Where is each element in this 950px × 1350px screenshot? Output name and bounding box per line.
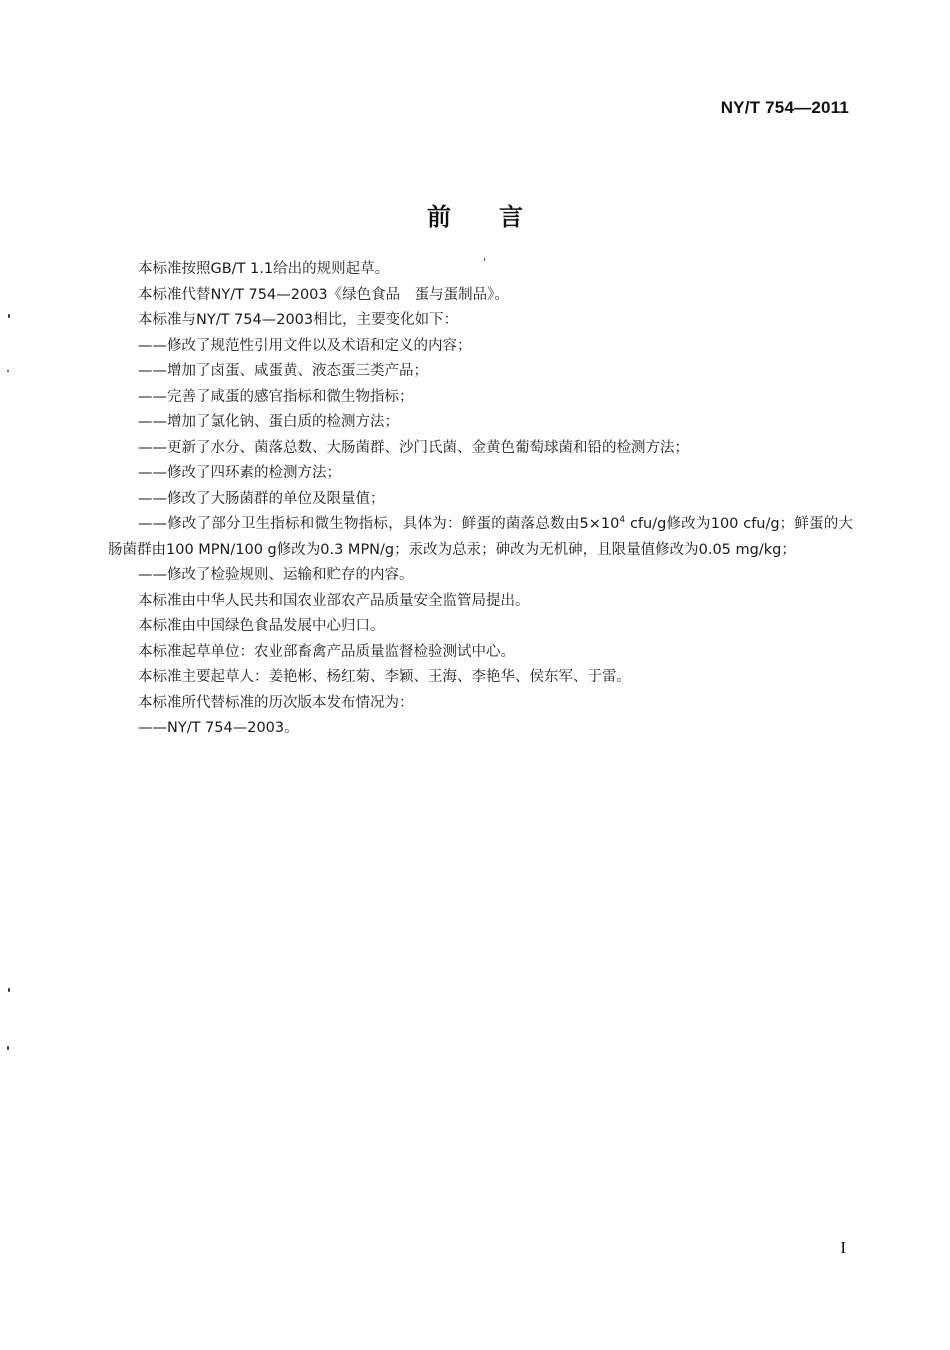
preface-paragraph: 本标准按照GB/T 1.1给出的规则起草。 [138,261,390,277]
preface-paragraph: 本标准主要起草人：姜艳彬、杨红菊、李颖、王海、李艳华、侯东军、于雷。 [138,669,631,685]
preface-paragraph: 本标准起草单位：农业部畜禽产品质量监督检验测试中心。 [138,643,515,660]
scan-speck [7,1046,9,1050]
preface-paragraph: 本标准代替NY/T 754—2003《绿色食品 蛋与蛋制品》。 [138,286,509,303]
change-item: ——修改了规范性引用文件以及术语和定义的内容； [138,337,472,354]
change-item: ——完善了咸蛋的感官指标和微生物指标； [138,388,414,405]
standard-code: NY/T 754—2011 [720,98,849,117]
preface-body [108,257,853,742]
change-item: ——更新了水分、菌落总数、大肠菌群、沙门氏菌、金黄色葡萄球菌和铅的检测方法； [138,439,689,456]
page-title [0,197,950,232]
change-item: ——增加了氯化钠、蛋白质的检测方法； [138,414,399,430]
preface-paragraph: ——NY/T 754—2003。 [138,720,299,736]
preface-paragraph: 本标准与NY/T 754—2003相比，主要变化如下： [138,312,459,328]
change-item: ——修改了检验规则、运输和贮存的内容。 [138,567,414,583]
exponent: 4 [619,515,626,525]
change-item-text: ——修改了部分卫生指标和微生物指标，具体为：鲜蛋的菌落总数由5×10 [138,516,620,532]
scan-speck [8,314,10,318]
change-item-hygiene-indicators [108,512,853,563]
change-item: ——修改了大肠菌群的单位及限量值； [138,490,385,507]
page-title-char-1: 前 [427,203,451,231]
scan-speck [8,988,10,992]
preface-paragraph: 本标准由中华人民共和国农业部农产品质量安全监管局提出。 [138,592,530,609]
scan-speck [484,258,485,261]
change-item: ——增加了卤蛋、咸蛋黄、液态蛋三类产品； [138,363,428,379]
page-title-char-2: 言 [499,203,523,231]
change-item-text: cfu/g修改为100 cfu/g；鲜蛋的大肠菌群由100 MPN/100 g修改为0.3 MPN/g；汞改为总汞；砷改为无机砷，且限量值修改为0.05 mg/kg； [108,516,853,558]
preface-paragraph: 本标准所代替标准的历次版本发布情况为： [138,694,414,711]
scan-speck [7,370,9,372]
change-item: ——修改了四环素的检测方法； [138,465,341,481]
page-number: I [840,1238,846,1257]
preface-paragraph: 本标准由中国绿色食品发展中心归口。 [138,618,385,634]
